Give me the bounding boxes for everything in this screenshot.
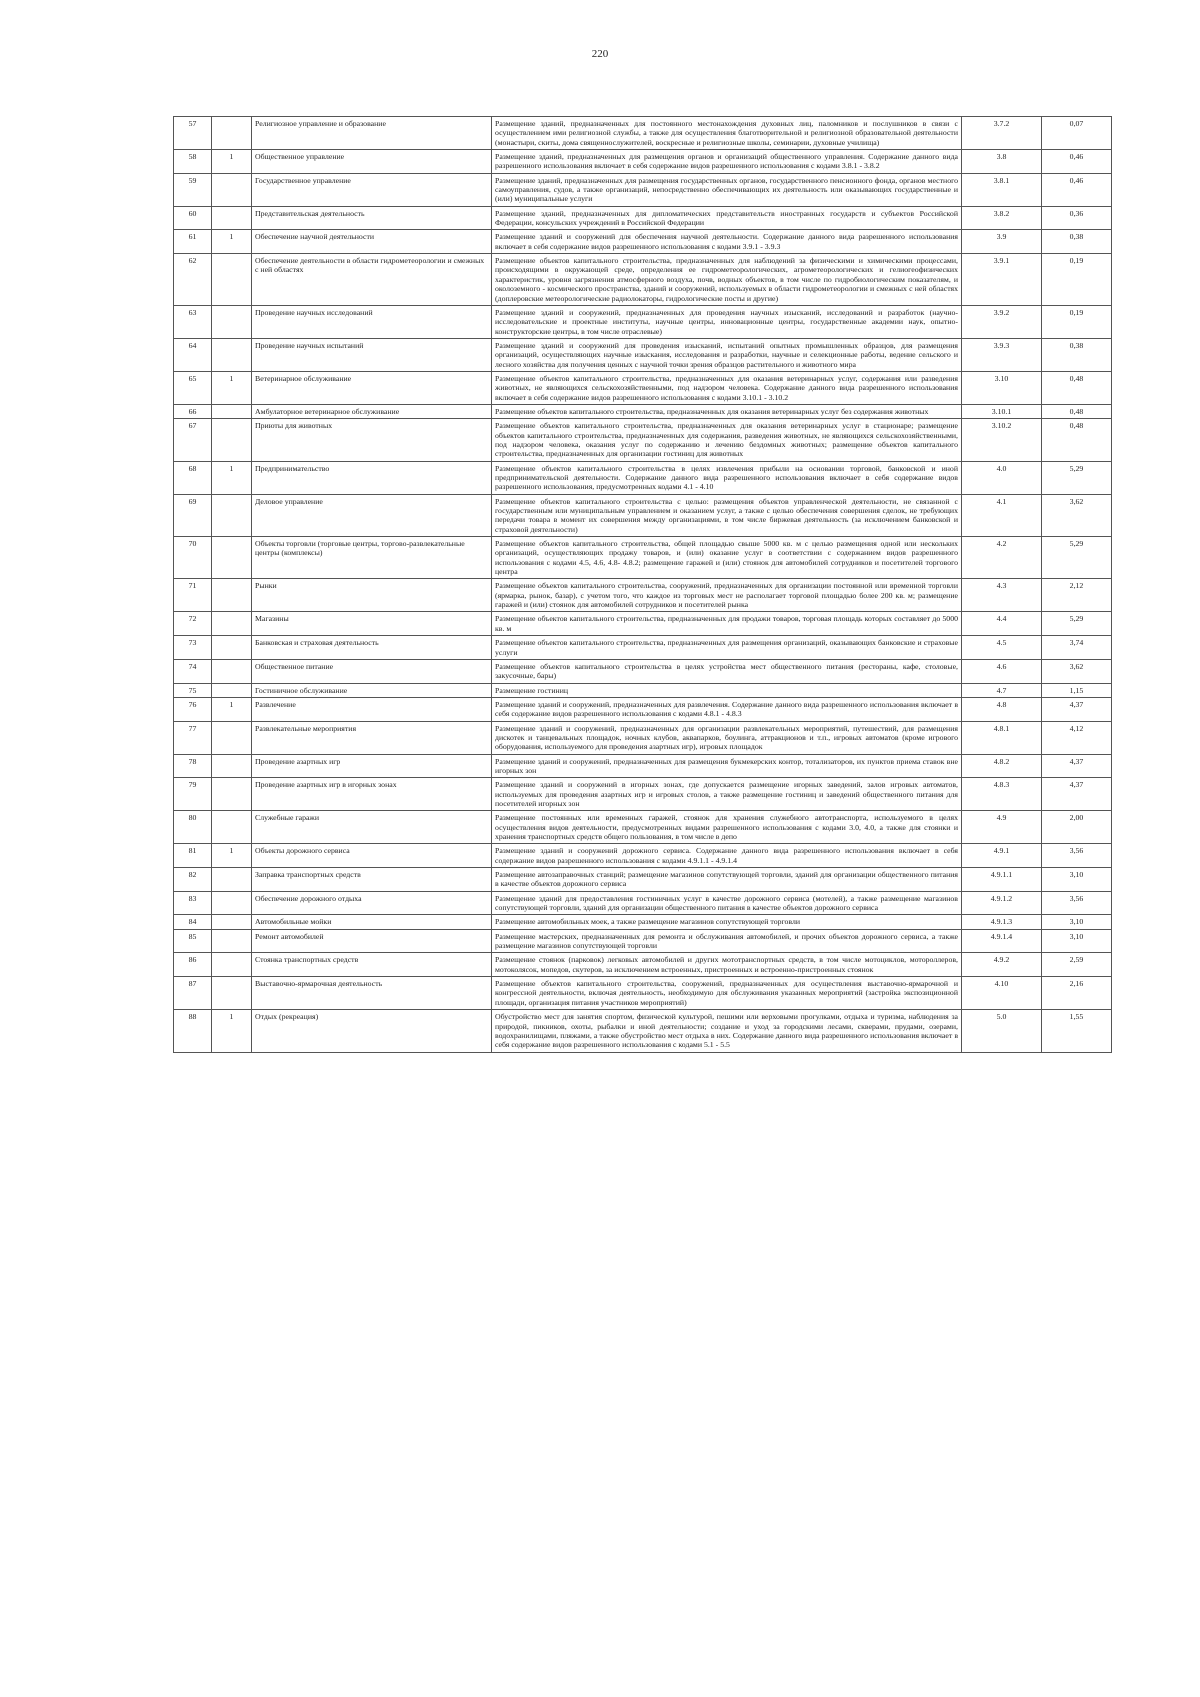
row-code: 4.8.3	[962, 778, 1042, 811]
row-number: 70	[174, 537, 212, 579]
row-description: Размещение объектов капитального строительства, сооружений, предназначенных для осуществления выставочно-ярмарочной и конгрессной деятельности, включая деятельность, необходимую для обслуживания указанных мероприятий (застройка экспозиционной площади, организация питания участников мероприятий)	[492, 977, 962, 1010]
table-row	[174, 811, 1112, 844]
row-code: 3.8.2	[962, 206, 1042, 230]
row-description: Размещение зданий и сооружений для обеспечения научной деятельности. Содержание данного вида разрешенного использования включает в себя содержание видов разрешенного использования с кодами 3.9.1 - 3.9.3	[492, 230, 962, 254]
row-description: Размещение объектов капитального строительства, предназначенных для наблюдений за физическими и химическими процессами, происходящими в окружающей среде, определения ее гидрометеорологических, агрометеорологических и гелиогеофизических характеристик, уровня загрязнения атмосферного воздуха, почв, водных объектов, в том числе по гидробиологическим показателям, и околоземного - космического пространства, зданий и сооружений, используемых в области гидрометеорологии и смежных с ней областях (доплеровские метеорологические радиолокаторы, гидрологические посты и другие)	[492, 254, 962, 306]
row-number: 65	[174, 371, 212, 404]
table-row	[174, 117, 1112, 150]
row-level: 1	[212, 371, 252, 404]
table-row	[174, 953, 1112, 977]
row-level: 1	[212, 230, 252, 254]
table-row	[174, 915, 1112, 929]
row-description: Размещение зданий и сооружений в игорных зонах, где допускается размещение игорных заведений, залов игровых автоматов, используемых для проведения азартных игр и игровых столов, а также размещение гостиниц и заведений общественного питания для посетителей игорных зон	[492, 778, 962, 811]
row-level	[212, 953, 252, 977]
row-name: Общественное управление	[252, 150, 492, 174]
row-level	[212, 636, 252, 660]
row-level	[212, 404, 252, 418]
row-description: Обустройство мест для занятия спортом, физической культурой, пешими или верховыми прогулками, отдыха и туризма, наблюдения за природой, пикников, охоты, рыбалки и иной деятельности; создание и уход за городскими лесами, скверами, прудами, озерами, водохранилищами, пляжами, а также обустройство мест отдыха в них. Содержание данного вида разрешенного использования включает в себя содержание видов разрешенного использования с кодами 5.1 - 5.5	[492, 1010, 962, 1052]
row-description: Размещение зданий и сооружений, предназначенных для проведения научных изысканий, исследований и разработок (научно-исследовательские и проектные институты, научные центры, инновационные центры, государственные академии наук, опытно-конструкторские центры, в том числе отраслевые)	[492, 305, 962, 338]
row-coefficient: 1,15	[1042, 683, 1112, 697]
table-row	[174, 419, 1112, 461]
row-name: Проведение научных испытаний	[252, 338, 492, 371]
table-row	[174, 868, 1112, 892]
row-coefficient: 5,29	[1042, 537, 1112, 579]
row-name: Выставочно-ярмарочная деятельность	[252, 977, 492, 1010]
row-level	[212, 868, 252, 892]
row-code: 3.9.2	[962, 305, 1042, 338]
row-name: Объекты торговли (торговые центры, торгово-развлекательные центры (комплексы)	[252, 537, 492, 579]
row-level	[212, 206, 252, 230]
row-code: 4.9.1.4	[962, 929, 1042, 953]
row-description: Размещение зданий, предназначенных для размещения государственных органов, государственного пенсионного фонда, органов местного самоуправления, судов, а также организаций, непосредственно обеспечивающих их деятельность или оказывающих государственные и (или) муниципальные услуги	[492, 173, 962, 206]
row-name: Предпринимательство	[252, 461, 492, 494]
table-row	[174, 697, 1112, 721]
row-name: Отдых (рекреация)	[252, 1010, 492, 1052]
row-level	[212, 537, 252, 579]
row-level	[212, 117, 252, 150]
row-name: Обеспечение дорожного отдыха	[252, 891, 492, 915]
row-name: Государственное управление	[252, 173, 492, 206]
row-level	[212, 811, 252, 844]
row-number: 78	[174, 754, 212, 778]
row-number: 63	[174, 305, 212, 338]
row-number: 60	[174, 206, 212, 230]
row-level	[212, 419, 252, 461]
row-name: Автомобильные мойки	[252, 915, 492, 929]
row-description: Размещение мастерских, предназначенных для ремонта и обслуживания автомобилей, и прочих объектов дорожного сервиса, а также размещение магазинов сопутствующей торговли	[492, 929, 962, 953]
row-description: Размещение зданий и сооружений для проведения изысканий, испытаний опытных промышленных образцов, для размещения организаций, осуществляющих научные изыскания, исследования и разработки, научные и селекционные работы, ведение сельского и лесного хозяйства для получения ценных с научной точки зрения образцов растительного и животного мира	[492, 338, 962, 371]
row-code: 3.9.1	[962, 254, 1042, 306]
row-description: Размещение объектов капитального строительства, предназначенных для оказания ветеринарных услуг, содержания или разведения животных, не являющихся сельскохозяйственными, под надзором человека. Содержание данного вида разрешенного использования включает в себя содержание видов разрешенного использования с кодами 3.10.1 - 3.10.2	[492, 371, 962, 404]
row-number: 85	[174, 929, 212, 953]
row-name: Представительская деятельность	[252, 206, 492, 230]
table-row	[174, 754, 1112, 778]
row-name: Развлечение	[252, 697, 492, 721]
row-name: Магазины	[252, 612, 492, 636]
row-code: 3.10.2	[962, 419, 1042, 461]
row-name: Обеспечение научной деятельности	[252, 230, 492, 254]
row-code: 4.9.1.1	[962, 868, 1042, 892]
row-coefficient: 4,12	[1042, 721, 1112, 754]
land-use-table	[173, 116, 1112, 1053]
table-row	[174, 659, 1112, 683]
row-code: 3.8	[962, 150, 1042, 174]
row-number: 82	[174, 868, 212, 892]
row-number: 67	[174, 419, 212, 461]
row-code: 4.9.1	[962, 844, 1042, 868]
table-row	[174, 579, 1112, 612]
row-code: 3.8.1	[962, 173, 1042, 206]
row-number: 68	[174, 461, 212, 494]
row-description: Размещение зданий и сооружений, предназначенных для развлечения. Содержание данного вида разрешенного использования включает в себя содержание видов разрешенного использования с кодами 4.8.1 - 4.8.3	[492, 697, 962, 721]
row-name: Объекты дорожного сервиса	[252, 844, 492, 868]
row-code: 4.2	[962, 537, 1042, 579]
row-coefficient: 0,38	[1042, 338, 1112, 371]
row-code: 4.1	[962, 494, 1042, 536]
row-description: Размещение зданий для предоставления гостиничных услуг в качестве дорожного сервиса (мотелей), а также размещение магазинов сопутствующей торговли, зданий для организации общественного питания в качестве объектов дорожного сервиса	[492, 891, 962, 915]
table-row	[174, 1010, 1112, 1052]
table-row	[174, 977, 1112, 1010]
row-code: 3.10	[962, 371, 1042, 404]
table-row	[174, 206, 1112, 230]
table-row	[174, 683, 1112, 697]
row-level	[212, 721, 252, 754]
row-code: 4.9.2	[962, 953, 1042, 977]
row-level	[212, 754, 252, 778]
row-name: Рынки	[252, 579, 492, 612]
row-name: Религиозное управление и образование	[252, 117, 492, 150]
row-level	[212, 305, 252, 338]
table-row	[174, 537, 1112, 579]
row-number: 80	[174, 811, 212, 844]
row-name: Служебные гаражи	[252, 811, 492, 844]
row-number: 83	[174, 891, 212, 915]
row-level: 1	[212, 461, 252, 494]
table-row	[174, 254, 1112, 306]
table-row	[174, 371, 1112, 404]
table-row	[174, 891, 1112, 915]
row-number: 84	[174, 915, 212, 929]
row-level	[212, 338, 252, 371]
row-level	[212, 891, 252, 915]
row-coefficient: 0,19	[1042, 254, 1112, 306]
row-description: Размещение зданий, предназначенных для дипломатических представительств иностранных государств и субъектов Российской Федерации, консульских учреждений в Российской Федерации	[492, 206, 962, 230]
row-name: Проведение азартных игр	[252, 754, 492, 778]
row-code: 4.9.1.3	[962, 915, 1042, 929]
table-row	[174, 150, 1112, 174]
row-name: Амбулаторное ветеринарное обслуживание	[252, 404, 492, 418]
row-description: Размещение объектов капитального строительства, общей площадью свыше 5000 кв. м с целью размещения одной или нескольких организаций, осуществляющих продажу товаров, и (или) оказание услуг в соответствии с содержанием видов разрешенного использования с кодами 4.5, 4.6, 4.8- 4.8.2; размещение гаражей и (или) стоянок для автомобилей сотрудников и посетителей торгового центра	[492, 537, 962, 579]
row-name: Заправка транспортных средств	[252, 868, 492, 892]
row-code: 4.4	[962, 612, 1042, 636]
row-number: 81	[174, 844, 212, 868]
row-coefficient: 4,37	[1042, 754, 1112, 778]
row-code: 4.0	[962, 461, 1042, 494]
row-number: 87	[174, 977, 212, 1010]
row-description: Размещение объектов капитального строительства с целью: размещения объектов управленческой деятельности, не связанной с государственным или муниципальным управлением и оказанием услуг, а также с целью обеспечения совершения сделок, не требующих передачи товара в момент их совершения между организациями, в том числе биржевая деятельность (за исключением банковской и страховой деятельности)	[492, 494, 962, 536]
page-number: 220	[591, 48, 609, 60]
row-coefficient: 0,19	[1042, 305, 1112, 338]
row-code: 4.8.1	[962, 721, 1042, 754]
row-coefficient: 2,00	[1042, 811, 1112, 844]
row-coefficient: 3,56	[1042, 844, 1112, 868]
row-description: Размещение зданий, предназначенных для постоянного местонахождения духовных лиц, паломников и послушников в связи с осуществлением ими религиозной службы, а также для осуществления благотворительной и религиозной образовательной деятельности (монастыри, скиты, дома священнослужителей, воскресные и религиозные школы, семинарии, духовные училища)	[492, 117, 962, 150]
row-coefficient: 0,48	[1042, 371, 1112, 404]
row-coefficient: 0,36	[1042, 206, 1112, 230]
row-number: 77	[174, 721, 212, 754]
row-code: 4.9.1.2	[962, 891, 1042, 915]
table-row	[174, 461, 1112, 494]
row-level	[212, 929, 252, 953]
row-number: 72	[174, 612, 212, 636]
row-number: 79	[174, 778, 212, 811]
row-description: Размещение гостиниц	[492, 683, 962, 697]
row-number: 86	[174, 953, 212, 977]
row-coefficient: 2,12	[1042, 579, 1112, 612]
row-coefficient: 3,62	[1042, 659, 1112, 683]
row-description: Размещение объектов капитального строительства в целях извлечения прибыли на основании торговой, банковской и иной предпринимательской деятельности. Содержание данного вида разрешенного использования включает в себя содержание видов разрешенного использования, предусмотренных кодами 4.1 - 4.10	[492, 461, 962, 494]
row-code: 4.9	[962, 811, 1042, 844]
row-coefficient: 2,59	[1042, 953, 1112, 977]
row-number: 73	[174, 636, 212, 660]
row-name: Ветеринарное обслуживание	[252, 371, 492, 404]
row-level	[212, 612, 252, 636]
row-name: Гостиничное обслуживание	[252, 683, 492, 697]
table-row	[174, 305, 1112, 338]
row-name: Проведение азартных игр в игорных зонах	[252, 778, 492, 811]
row-code: 4.5	[962, 636, 1042, 660]
table-row	[174, 173, 1112, 206]
row-description: Размещение объектов капитального строительства, предназначенных для оказания ветеринарных услуг без содержания животных	[492, 404, 962, 418]
row-level	[212, 683, 252, 697]
row-description: Размещение постоянных или временных гаражей, стоянок для хранения служебного автотранспорта, используемого в целях осуществления видов деятельности, предусмотренных видами разрешенного использования с кодами 3.0, 4.0, а также для стоянки и хранения транспортных средств общего пользования, в том числе в депо	[492, 811, 962, 844]
row-coefficient: 1,55	[1042, 1010, 1112, 1052]
row-description: Размещение зданий, предназначенных для размещения органов и организаций общественного управления. Содержание данного вида разрешенного использования включает в себя содержание видов разрешенного использования с кодами 3.8.1 - 3.8.2	[492, 150, 962, 174]
table-row	[174, 721, 1112, 754]
row-number: 58	[174, 150, 212, 174]
table-row	[174, 494, 1112, 536]
row-coefficient: 3,62	[1042, 494, 1112, 536]
row-level	[212, 915, 252, 929]
table-row	[174, 230, 1112, 254]
table-row	[174, 338, 1112, 371]
row-code: 4.7	[962, 683, 1042, 697]
row-coefficient: 5,29	[1042, 612, 1112, 636]
row-coefficient: 3,10	[1042, 929, 1112, 953]
row-number: 66	[174, 404, 212, 418]
row-description: Размещение автозаправочных станций; размещение магазинов сопутствующей торговли, зданий для организации общественного питания в качестве объектов дорожного сервиса	[492, 868, 962, 892]
row-description: Размещение стоянок (парковок) легковых автомобилей и других мототранспортных средств, в том числе мотоциклов, мотороллеров, мотоколясок, мопедов, скутеров, за исключением встроенных, пристроенных и встроенно-пристроенных стоянок	[492, 953, 962, 977]
row-coefficient: 2,16	[1042, 977, 1112, 1010]
row-number: 57	[174, 117, 212, 150]
row-description: Размещение автомобильных моек, а также размещение магазинов сопутствующей торговли	[492, 915, 962, 929]
row-number: 59	[174, 173, 212, 206]
row-description: Размещение объектов капитального строительства, предназначенных для оказания ветеринарных услуг в стационаре; размещение объектов капитального строительства, предназначенных для содержания, разведения животных, не являющихся сельскохозяйственными, под надзором человека, оказания услуг по содержанию и лечению бездомных животных; размещение объектов капитального строительства, предназначенных для организации гостиниц для животных	[492, 419, 962, 461]
row-description: Размещение объектов капитального строительства, предназначенных для размещения организаций, оказывающих банковские и страховые услуги	[492, 636, 962, 660]
row-level	[212, 494, 252, 536]
row-level: 1	[212, 844, 252, 868]
row-level	[212, 659, 252, 683]
row-level: 1	[212, 697, 252, 721]
row-description: Размещение зданий и сооружений, предназначенных для размещения букмекерских контор, тотализаторов, их пунктов приема ставок вне игорных зон	[492, 754, 962, 778]
row-name: Стоянка транспортных средств	[252, 953, 492, 977]
row-number: 76	[174, 697, 212, 721]
table-row	[174, 612, 1112, 636]
row-code: 3.7.2	[962, 117, 1042, 150]
row-coefficient: 0,46	[1042, 173, 1112, 206]
row-name: Банковская и страховая деятельность	[252, 636, 492, 660]
row-name: Развлекательные мероприятия	[252, 721, 492, 754]
row-level: 1	[212, 150, 252, 174]
table-row	[174, 636, 1112, 660]
row-description: Размещение объектов капитального строительства в целях устройства мест общественного питания (рестораны, кафе, столовые, закусочные, бары)	[492, 659, 962, 683]
row-number: 74	[174, 659, 212, 683]
row-number: 61	[174, 230, 212, 254]
row-code: 4.6	[962, 659, 1042, 683]
row-level	[212, 977, 252, 1010]
table-row	[174, 929, 1112, 953]
row-number: 62	[174, 254, 212, 306]
row-code: 4.10	[962, 977, 1042, 1010]
row-code: 4.3	[962, 579, 1042, 612]
row-name: Обеспечение деятельности в области гидрометеорологии и смежных с ней областях	[252, 254, 492, 306]
row-name: Деловое управление	[252, 494, 492, 536]
row-coefficient: 0,07	[1042, 117, 1112, 150]
row-coefficient: 3,74	[1042, 636, 1112, 660]
row-level	[212, 579, 252, 612]
row-number: 64	[174, 338, 212, 371]
row-level	[212, 254, 252, 306]
row-coefficient: 0,48	[1042, 419, 1112, 461]
row-description: Размещение объектов капитального строительства, сооружений, предназначенных для организации постоянной или временной торговли (ярмарка, рынок, базар), с учетом того, что каждое из торговых мест не располагает торговой площадью более 200 кв. м; размещение гаражей и (или) стоянок для автомобилей сотрудников и посетителей рынка	[492, 579, 962, 612]
row-coefficient: 0,38	[1042, 230, 1112, 254]
row-code: 4.8.2	[962, 754, 1042, 778]
row-level	[212, 778, 252, 811]
table-row	[174, 404, 1112, 418]
row-level: 1	[212, 1010, 252, 1052]
row-number: 88	[174, 1010, 212, 1052]
row-level	[212, 173, 252, 206]
row-name: Проведение научных исследований	[252, 305, 492, 338]
row-coefficient: 0,48	[1042, 404, 1112, 418]
row-description: Размещение зданий и сооружений, предназначенных для организации развлекательных мероприятий, путешествий, для размещения дискотек и танцевальных площадок, ночных клубов, аквапарков, боулинга, аттракционов и т.п., игровых автоматов (кроме игрового оборудования, используемого для проведения азартных игр), игровых площадок	[492, 721, 962, 754]
row-name: Приюты для животных	[252, 419, 492, 461]
row-coefficient: 4,37	[1042, 697, 1112, 721]
row-coefficient: 5,29	[1042, 461, 1112, 494]
row-code: 3.9	[962, 230, 1042, 254]
row-code: 4.8	[962, 697, 1042, 721]
table-row	[174, 844, 1112, 868]
row-description: Размещение зданий и сооружений дорожного сервиса. Содержание данного вида разрешенного использования включает в себя содержание видов разрешенного использования с кодами 4.9.1.1 - 4.9.1.4	[492, 844, 962, 868]
row-code: 5.0	[962, 1010, 1042, 1052]
row-number: 69	[174, 494, 212, 536]
row-code: 3.9.3	[962, 338, 1042, 371]
row-coefficient: 4,37	[1042, 778, 1112, 811]
row-description: Размещение объектов капитального строительства, предназначенных для продажи товаров, торговая площадь которых составляет до 5000 кв. м	[492, 612, 962, 636]
row-name: Общественное питание	[252, 659, 492, 683]
row-name: Ремонт автомобилей	[252, 929, 492, 953]
table-row	[174, 778, 1112, 811]
row-coefficient: 3,10	[1042, 915, 1112, 929]
row-coefficient: 0,46	[1042, 150, 1112, 174]
row-code: 3.10.1	[962, 404, 1042, 418]
row-coefficient: 3,10	[1042, 868, 1112, 892]
table-body	[174, 117, 1112, 1053]
row-coefficient: 3,56	[1042, 891, 1112, 915]
row-number: 75	[174, 683, 212, 697]
row-number: 71	[174, 579, 212, 612]
